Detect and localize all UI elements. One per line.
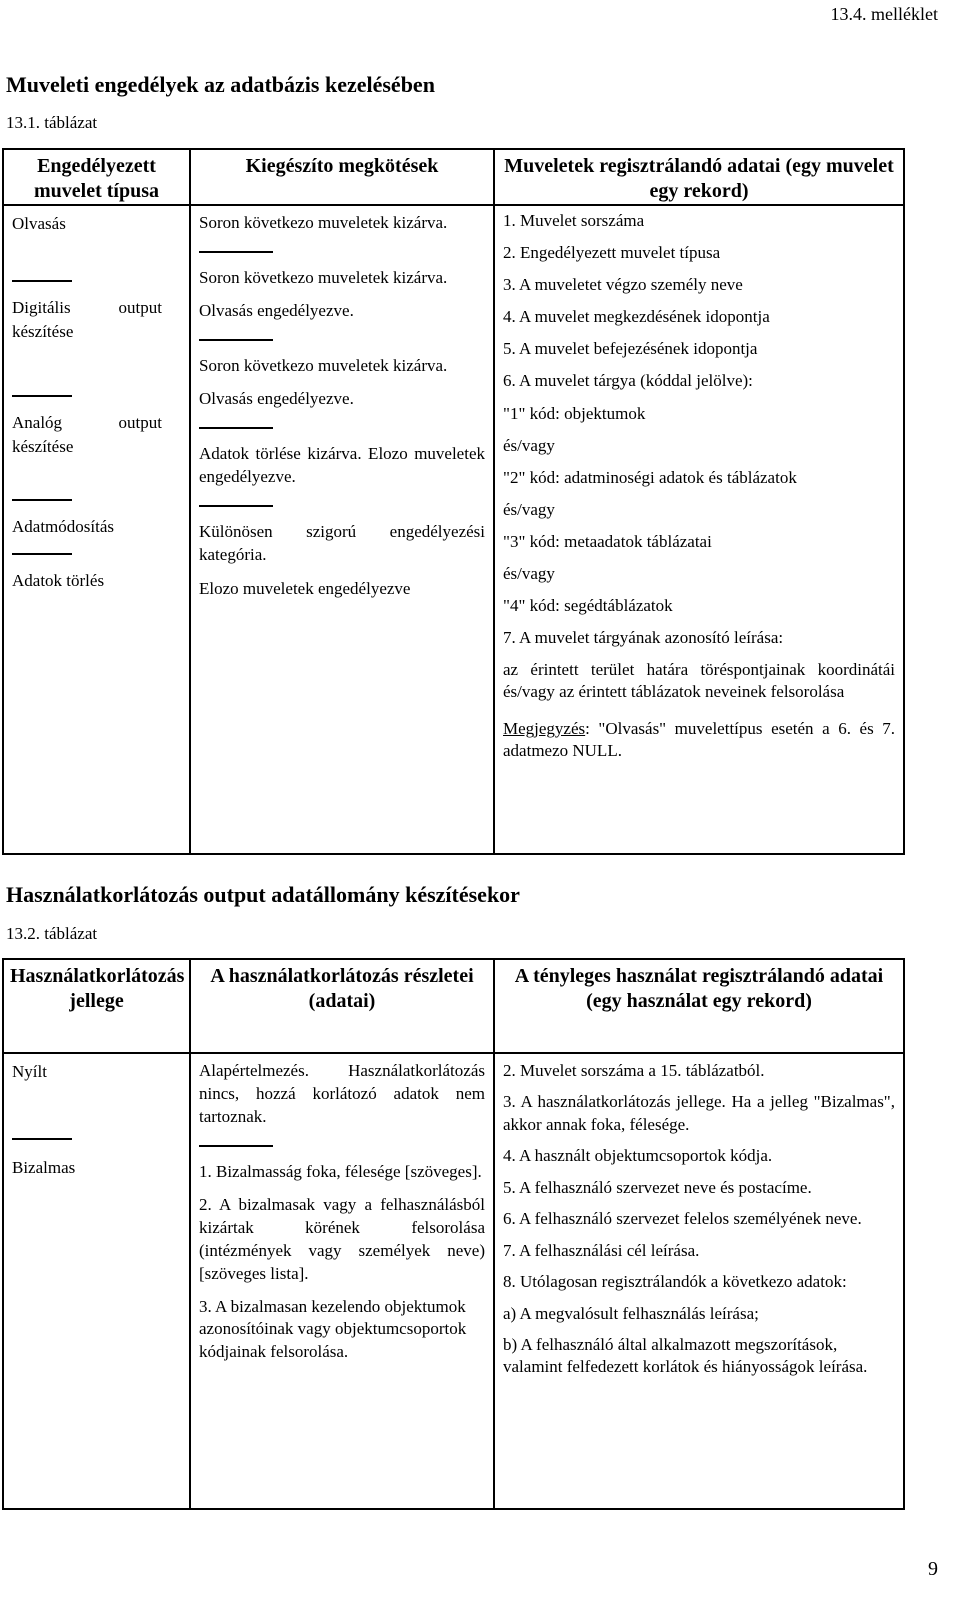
constraints-cell [190,205,494,854]
column-header-constraints: Kiegészíto megkötések [190,149,494,205]
usage-restriction-table [2,958,905,1510]
constraint-text: Elozo muveletek engedélyezve [199,579,411,599]
divider [199,339,273,341]
restriction-type-cell [3,1053,190,1509]
table-header-row [3,149,904,205]
document-title: Muveleti engedélyek az adatbázis kezelésében [6,72,435,97]
constraint-text: Különösen szigorú engedélyezési kategória. [199,521,485,564]
detail-text: 3. A bizalmasan kezelendo objektumok azonosítóinak vagy objektumcsoportok kódjainak felsorolása. [199,1296,467,1362]
detail-text: Alapértelmezés. Használatkorlátozás nincs, hozzá korlátozó adatok nem tartoznak. [199,1061,485,1126]
annex-label: 13.4. melléklet [830,4,938,24]
data-item: 3. A muveletet végzo személy neve [503,275,743,295]
usage-item: 6. A felhasználó szervezet felelos személyének neve. [503,1209,862,1229]
data-item: 4. A muvelet megkezdésének idopontja [503,307,770,327]
divider [199,427,273,429]
usage-item: 2. Muvelet sorszáma a 15. táblázatból. [503,1061,765,1080]
divider [12,395,72,397]
usage-item: b) A felhasználó által alkalmazott megszorítások, valamint felfedezett korlátok és hiányosságok leírása. [503,1334,868,1377]
table1-caption: 13.1. táblázat [6,113,98,132]
operation-type-cell [3,205,190,854]
divider [12,499,72,501]
constraint-text: Olvasás engedélyezve. [199,388,354,408]
operation-permissions-table [2,148,905,855]
operation-type: Analóg output készítése [12,413,162,457]
data-item: 6. A muvelet tárgya (kóddal jelölve): [503,371,753,391]
column-header-operation-type: Engedélyezett muvelet típusa [3,149,190,205]
usage-data-cell [494,1053,904,1509]
usage-item: 8. Utólagosan regisztrálandók a következo adatok: [503,1272,847,1292]
note-label: Megjegyzés [503,718,586,738]
registered-data-cell [494,205,904,854]
data-item: az érintett terület határa töréspontjainak koordinátái és/vagy az érintett táblázatok neveinek felsorolása [503,660,895,702]
operation-type: Digitális output készítése [12,297,162,341]
detail-text: 2. A bizalmasak vagy a felhasználásból kizártak körének felsorolása (intézmények vagy személyek neve) [szöveges lista]. [199,1194,485,1283]
divider [199,1145,273,1147]
usage-item: 5. A felhasználó szervezet neve és postacíme. [503,1177,812,1197]
data-item: "2" kód: adatminoségi adatok és táblázatok [503,467,797,487]
note-text: : "Olvasás" muvelettípus esetén a 6. és 7. adatmezo NULL. [503,718,895,760]
usage-item: 4. A használt objektumcsoportok kódja. [503,1146,773,1166]
data-item: és/vagy [503,435,555,455]
operation-type: Adatmódosítás [12,516,114,536]
divider [199,505,273,507]
constraint-text: Adatok törlése kizárva. Elozo muveletek engedélyezve. [199,443,485,486]
section-title: Használatkorlátozás output adatállomány készítésekor [6,882,520,907]
data-item: "4" kód: segédtáblázatok [503,596,673,616]
restriction-type: Bizalmas [12,1157,76,1177]
data-item: 2. Engedélyezett muvelet típusa [503,243,721,263]
constraint-text: Soron következo muveletek kizárva. [199,213,448,232]
data-item: 1. Muvelet sorszáma [503,211,645,230]
table2-caption: 13.2. táblázat [6,924,98,943]
column-header-restriction-type: Használatkorlátozás jellege [3,959,190,1053]
data-item: 7. A muvelet tárgyának azonosító leírása: [503,628,784,648]
divider [199,251,273,253]
note [503,718,895,762]
operation-type: Olvasás [12,214,66,233]
usage-item: a) A megvalósult felhasználás leírása; [503,1303,759,1323]
usage-item: 3. A használatkorlátozás jellege. Ha a jelleg "Bizalmas", akkor annak foka, félesége. [503,1092,895,1134]
table-row [3,1053,904,1509]
divider [12,553,72,555]
detail-text: 1. Bizalmasság foka, félesége [szöveges]. [199,1161,482,1181]
divider [12,1138,72,1140]
page-number: 9 [928,1558,938,1580]
column-header-usage-data: A tényleges használat regisztrálandó adatai (egy használat egy rekord) [494,959,904,1053]
data-item: és/vagy [503,499,555,519]
constraint-text: Olvasás engedélyezve. [199,300,354,320]
divider [12,280,72,282]
operation-type: Adatok törlés [12,570,105,590]
constraint-text: Soron következo muveletek kizárva. [199,355,448,375]
data-item: 5. A muvelet befejezésének idopontja [503,339,758,359]
data-item: és/vagy [503,564,555,584]
table-header-row [3,959,904,1053]
column-header-registered-data: Muveletek regisztrálandó adatai (egy muvelet egy rekord) [494,149,904,205]
restriction-type: Nyílt [12,1062,47,1081]
data-item: "1" kód: objektumok [503,403,646,423]
data-item: "3" kód: metaadatok táblázatai [503,531,712,551]
table-row [3,205,904,854]
column-header-restriction-details: A használatkorlátozás részletei (adatai) [190,959,494,1053]
restriction-details-cell [190,1053,494,1509]
usage-item: 7. A felhasználási cél leírása. [503,1240,700,1260]
constraint-text: Soron következo muveletek kizárva. [199,267,448,287]
